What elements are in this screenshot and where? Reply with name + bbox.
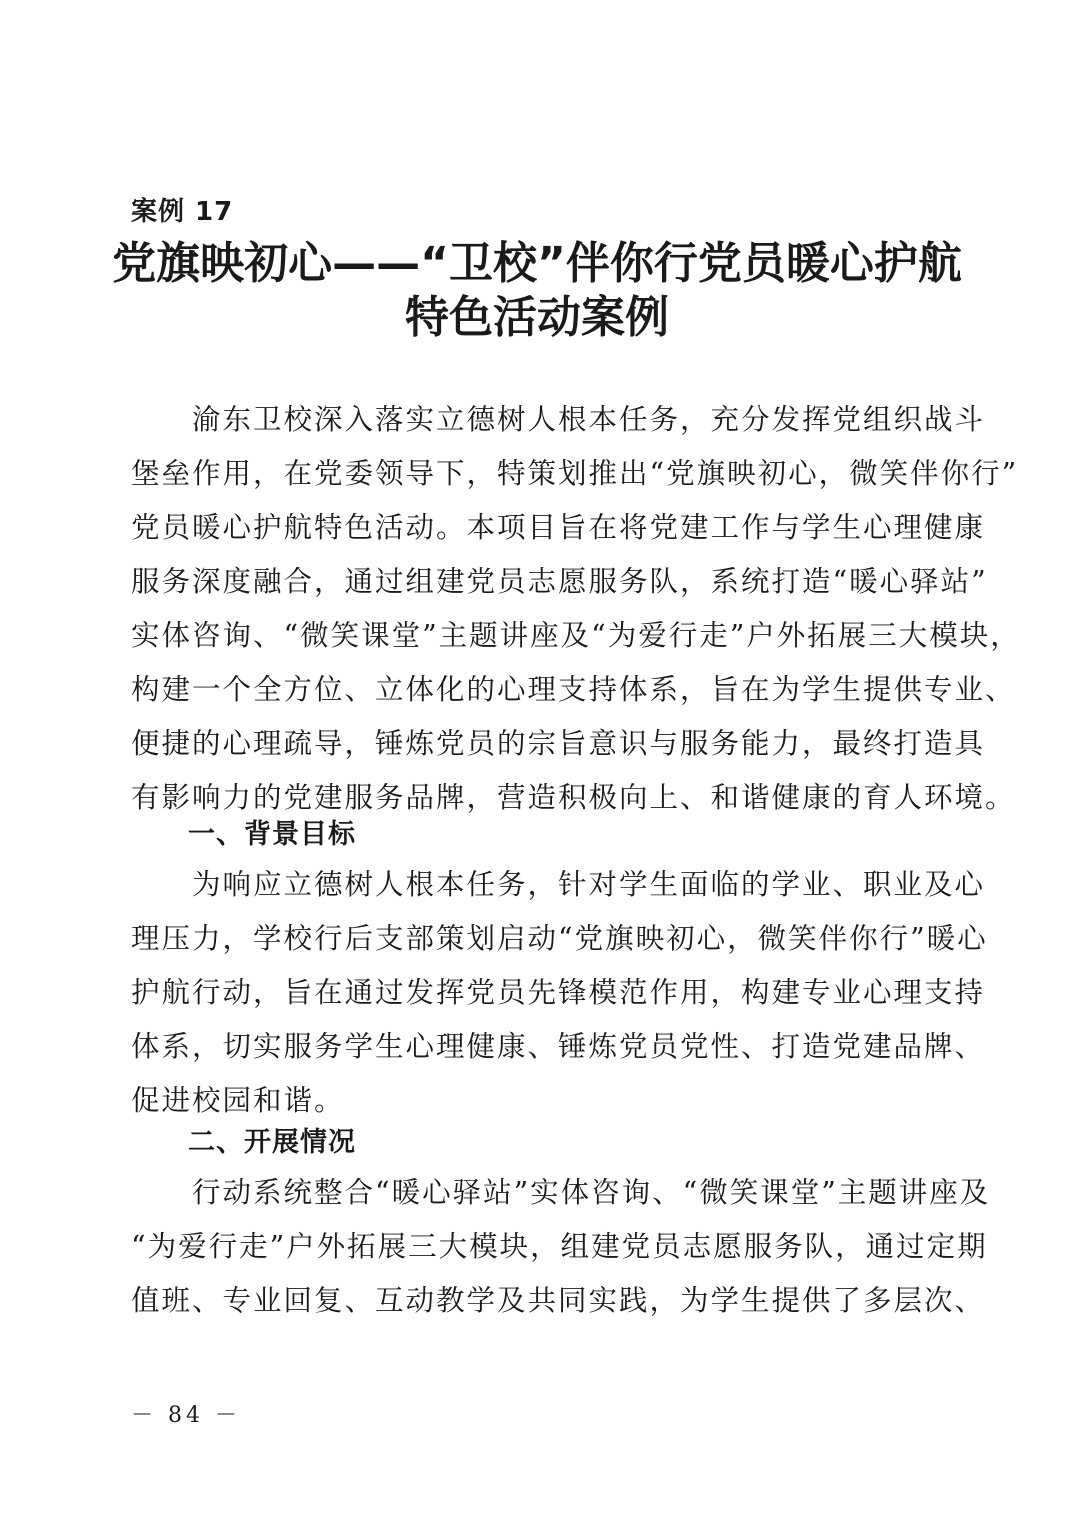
paragraph-line: 渝东卫校深入落实立德树人根本任务，充分发挥党组织战斗 [131,403,986,436]
page-number: － 84 － [131,1403,241,1428]
paragraph-line: 行动系统整合“暖心驿站”实体咨询、“微笑课堂”主题讲座及 [131,1176,991,1209]
section-heading-background: 一、背景目标 [188,819,356,850]
page-title-line-1: 党旗映初心——“卫校”伴你行党员暖心护航 [112,238,962,289]
intro-paragraph [131,393,1021,825]
paragraph-line: 构建一个全方位、立体化的心理支持体系，旨在为学生提供专业、 [131,673,1016,706]
paragraph-line: 党员暖心护航特色活动。本项目旨在将党建工作与学生心理健康 [131,511,986,544]
paragraph-line: 便捷的心理疏导，锤炼党员的宗旨意识与服务能力，最终打造具 [131,727,986,760]
progress-paragraph [131,1166,991,1328]
paragraph-line: 值班、专业回复、互动教学及共同实践，为学生提供了多层次、 [131,1284,986,1317]
background-paragraph [131,858,988,1128]
paragraph-line: “为爱行走”户外拓展三大模块，组建党员志愿服务队，通过定期 [131,1230,988,1263]
paragraph-line: 实体咨询、“微笑课堂”主题讲座及“为爱行走”户外拓展三大模块， [131,619,1021,652]
paragraph-line: 护航行动，旨在通过发挥党员先锋模范作用，构建专业心理支持 [131,976,986,1009]
paragraph-line: 堡垒作用，在党委领导下，特策划推出“党旗映初心，微笑伴你行” [131,457,1019,490]
paragraph-line: 理压力，学校行后支部策划启动“党旗映初心，微笑伴你行”暖心 [131,922,988,955]
section-heading-progress: 二、开展情况 [188,1127,356,1158]
case-label: 案例 17 [131,197,234,227]
page-title-line-2: 特色活动案例 [405,292,669,343]
paragraph-line: 体系，切实服务学生心理健康、锤炼党员党性、打造党建品牌、 [131,1030,986,1063]
paragraph-line: 有影响力的党建服务品牌，营造积极向上、和谐健康的育人环境。 [131,781,1016,814]
paragraph-line: 为响应立德树人根本任务，针对学生面临的学业、职业及心 [131,868,986,901]
paragraph-line: 促进校园和谐。 [131,1084,345,1117]
paragraph-line: 服务深度融合，通过组建党员志愿服务队，系统打造“暖心驿站” [131,565,988,598]
